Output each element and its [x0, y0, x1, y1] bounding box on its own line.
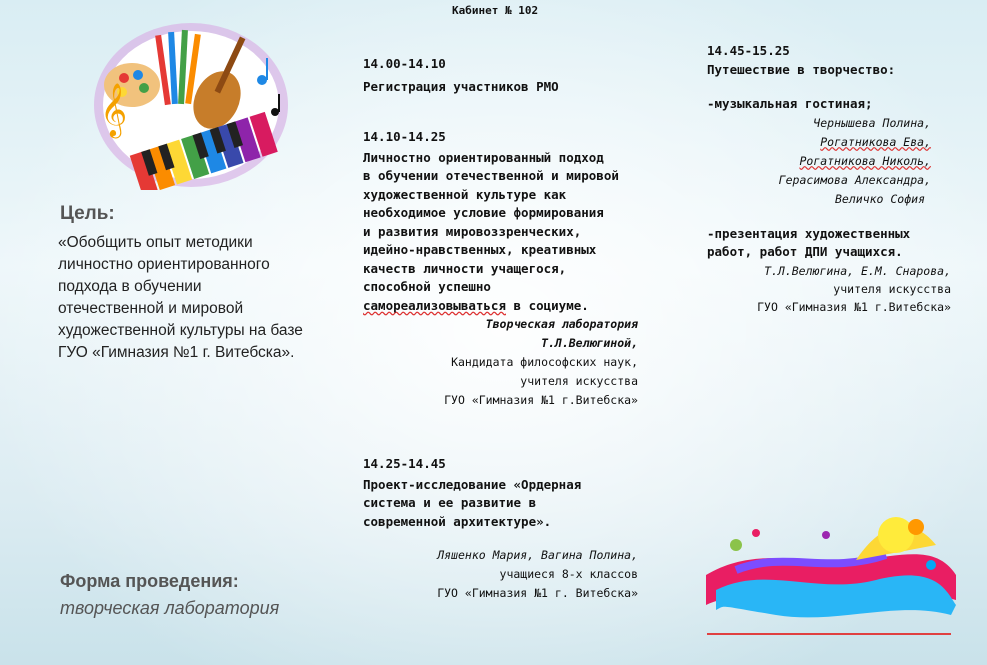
cabinet-number: Кабинет № 102 [452, 4, 539, 17]
school: ГУО «Гимназия №1 г. Витебска» [437, 586, 638, 600]
title-line: работ, работ ДПИ учащихся. [707, 244, 903, 259]
author: Т.Л.Велюгиной, [541, 336, 638, 350]
role: учителя искусства [520, 374, 638, 388]
session-time: 14.25-14.45 [363, 456, 446, 471]
title-line: способной успешно [363, 279, 491, 294]
title-line: художественной культуре как [363, 186, 567, 202]
role: учителя искусства [833, 281, 951, 296]
art-collage-image [92, 20, 290, 190]
session-title: Путешествие в творчество: [707, 61, 896, 77]
title-line: в обучении отечественной и мировой [363, 168, 619, 183]
participant: Рогатникова Николь, [799, 153, 931, 168]
title-line: качеств личности учащегося, [363, 260, 567, 276]
session-4 [707, 42, 957, 316]
title-line: необходимое условие формирования [363, 205, 604, 220]
form-title: Форма проведения: [60, 571, 239, 591]
authors: Ляшенко Мария, Вагина Полина, [437, 548, 638, 562]
school: ГУО «Гимназия №1 г.Витебска» [444, 393, 638, 407]
participant: Рогатникова Ева, [820, 134, 931, 149]
session-title [363, 149, 638, 316]
title-word: самореализовываться [363, 297, 506, 313]
title-line: -презентация художественных [707, 225, 911, 241]
goal-text: «Обобщить опыт методики личностно ориентированного подхода в обучении отечественной и мировой художественной культуры на базе ГУО «Гимназия №1 г. Витебска». [58, 234, 303, 361]
participant: Величко София [834, 191, 925, 206]
divider-line [707, 633, 951, 635]
pres-authors: Т.Л.Велюгина, Е.М. Снарова, [764, 263, 951, 278]
title-line: современной архитектуре». [363, 513, 552, 529]
session-1 [363, 55, 663, 96]
role: учащиеся 8-х классов [499, 567, 638, 581]
session-time: 14.00-14.10 [363, 56, 446, 71]
form-value: творческая лаборатория [60, 598, 280, 618]
session-time: 14.45-15.25 [707, 43, 790, 58]
title-line: и развития мировоззренческих, [363, 223, 582, 239]
title-line: Личностно ориентированный подход [363, 149, 604, 165]
title-word: в социуме. [506, 297, 589, 313]
session-2 [363, 128, 638, 410]
degree: Кандидата философских наук, [451, 355, 638, 369]
participant: Герасимова Александра, [778, 172, 931, 187]
music-line: -музыкальная гостиная; [707, 96, 873, 111]
title-line: Проект-исследование «Ордерная [363, 476, 582, 492]
presentation-title [707, 225, 957, 262]
title-line: система и ее развитие в [363, 495, 537, 510]
session-title: Регистрация участников РМО [363, 78, 559, 94]
svg-text:𝄞: 𝄞 [100, 82, 128, 136]
session-time: 14.10-14.25 [363, 129, 446, 144]
participants-list [707, 114, 931, 209]
title-line [363, 297, 638, 316]
title-line: идейно-нравственных, креативных [363, 242, 597, 257]
session-title [363, 476, 638, 532]
lab-label: Творческая лаборатория [485, 317, 638, 331]
participant: Чернышева Полина, [813, 115, 931, 130]
session-3 [363, 455, 638, 603]
goal-title: Цель: [60, 203, 115, 224]
paint-splash-image [706, 505, 956, 625]
school: ГУО «Гимназия №1 г.Витебска» [757, 299, 951, 314]
